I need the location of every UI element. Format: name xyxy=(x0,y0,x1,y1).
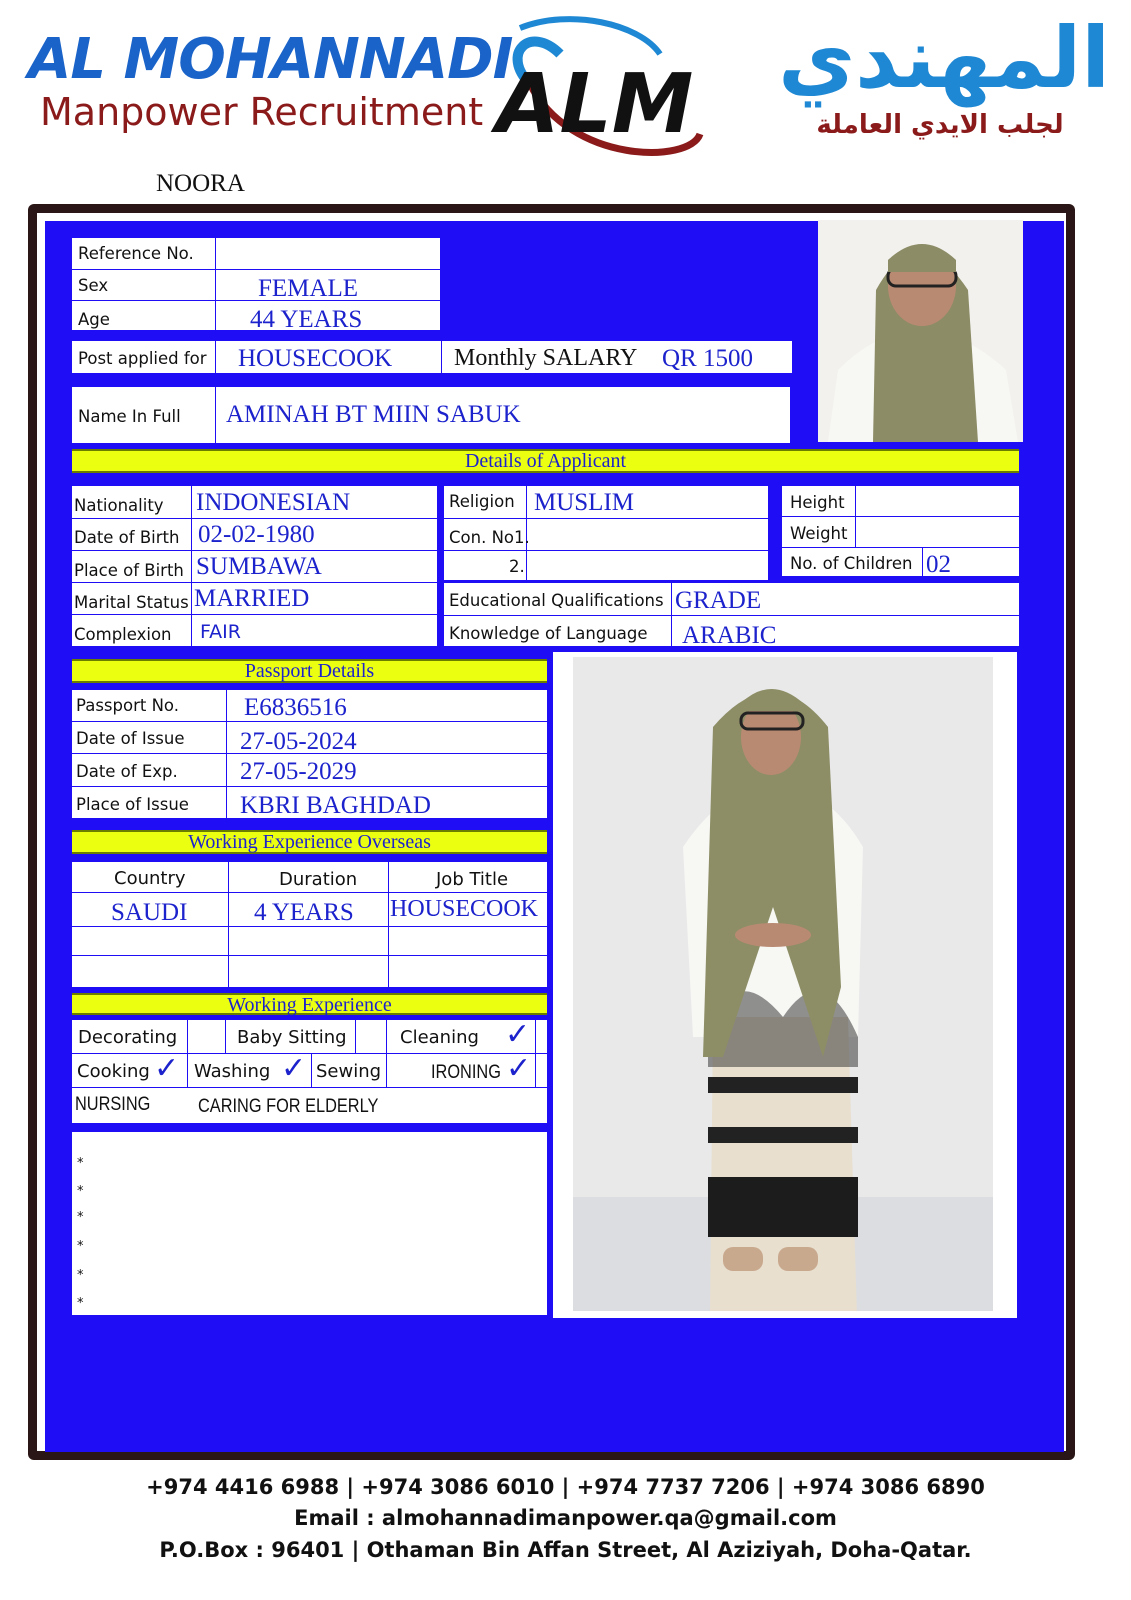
sex-label: Sex xyxy=(78,276,109,295)
reference-label: Reference No. xyxy=(78,244,194,263)
children-value: 02 xyxy=(926,551,951,578)
skill-cooking: Cooking xyxy=(77,1061,150,1082)
dob-label: Date of Birth xyxy=(74,528,180,547)
brand-name-english: AL MOHANNADI xyxy=(28,27,513,92)
alm-logo-icon xyxy=(490,14,730,174)
pob-label: Place of Birth xyxy=(74,561,184,580)
sex-value: FEMALE xyxy=(258,275,358,302)
washing-check-icon: ✓ xyxy=(281,1051,307,1086)
passport-no-label: Passport No. xyxy=(76,696,179,715)
skill-washing: Washing xyxy=(194,1061,271,1082)
passport-no-value: E6836516 xyxy=(244,694,347,721)
language-value: ARABIC xyxy=(682,622,777,649)
marital-value: MARRIED xyxy=(194,585,310,612)
overseas-header: Working Experience Overseas xyxy=(72,830,547,854)
note-bullet-6: * xyxy=(77,1296,84,1311)
salary-label: Monthly SALARY xyxy=(454,345,638,371)
overseas-col-country: Country xyxy=(114,868,186,889)
pob-value: SUMBAWA xyxy=(196,553,322,580)
brand-tagline-arabic: لجلب الايدي العاملة xyxy=(816,110,1064,140)
footer-address: P.O.Box : 96401 | Othaman Bin Affan Street, Al Aziziyah, Doha-Qatar. xyxy=(159,1538,972,1562)
post-value: HOUSECOOK xyxy=(238,345,393,372)
height-label: Height xyxy=(790,493,845,512)
overseas-row1-job: HOUSECOOK xyxy=(390,896,539,922)
marital-label: Marital Status xyxy=(74,593,189,612)
overseas-row1-duration: 4 YEARS xyxy=(254,899,354,926)
skills-header: Working Experience xyxy=(72,993,547,1015)
weight-label: Weight xyxy=(790,524,848,543)
footer-email: Email : almohannadimanpower.qa@gmail.com xyxy=(294,1506,837,1530)
religion-label: Religion xyxy=(449,492,515,511)
complexion-label: Complexion xyxy=(74,625,172,644)
place-of-issue-label: Place of Issue xyxy=(76,795,189,814)
post-label: Post applied for xyxy=(78,349,207,368)
issue-date-label: Date of Issue xyxy=(76,729,185,748)
skill-caring-elderly: CARING FOR ELDERLY xyxy=(198,1096,379,1117)
overseas-col-duration: Duration xyxy=(279,869,358,890)
issue-date-value: 27-05-2024 xyxy=(240,728,357,755)
dob-value: 02-02-1980 xyxy=(198,521,315,548)
ironing-check-icon: ✓ xyxy=(506,1051,532,1086)
complexion-value: FAIR xyxy=(200,621,241,643)
brand-name-arabic: المهندي xyxy=(778,9,1110,107)
nationality-value: INDONESIAN xyxy=(196,489,351,516)
alm-logo-text: ALM xyxy=(496,57,694,152)
agent-name: NOORA xyxy=(156,170,245,197)
place-of-issue-value: KBRI BAGHDAD xyxy=(240,792,431,819)
note-bullet-2: * xyxy=(77,1184,84,1199)
language-label: Knowledge of Language xyxy=(449,624,648,643)
children-label: No. of Children xyxy=(790,554,913,573)
full-name-label: Name In Full xyxy=(78,407,181,426)
applicant-full-body-photo xyxy=(573,657,993,1311)
skill-ironing: IRONING xyxy=(431,1062,501,1083)
nationality-label: Nationality xyxy=(74,496,164,515)
religion-value: MUSLIM xyxy=(534,489,635,516)
skill-sewing: Sewing xyxy=(316,1061,382,1082)
overseas-col-job: Job Title xyxy=(436,869,509,890)
expiry-date-value: 27-05-2029 xyxy=(240,758,357,785)
salary-value: QR 1500 xyxy=(662,345,753,372)
note-bullet-5: * xyxy=(77,1268,84,1283)
education-value: GRADE xyxy=(675,587,762,614)
skill-decorating: Decorating xyxy=(78,1027,178,1048)
overseas-row1-country: SAUDI xyxy=(111,899,188,926)
note-bullet-3: * xyxy=(77,1210,84,1225)
age-label: Age xyxy=(78,310,110,329)
skill-baby-sitting: Baby Sitting xyxy=(237,1027,347,1048)
con1-label: Con. No1. xyxy=(449,528,530,547)
note-bullet-4: * xyxy=(77,1239,84,1254)
cooking-check-icon: ✓ xyxy=(154,1051,180,1086)
education-label: Educational Qualifications xyxy=(449,591,664,610)
full-name-value: AMINAH BT MIIN SABUK xyxy=(226,401,521,428)
footer-phones: +974 4416 6988 | +974 3086 6010 | +974 7737 7206 | +974 3086 6890 xyxy=(146,1475,985,1499)
applicant-portrait-photo xyxy=(818,220,1023,442)
notes-box xyxy=(72,1132,547,1315)
cleaning-check-icon: ✓ xyxy=(505,1017,531,1052)
age-value: 44 YEARS xyxy=(250,306,363,333)
passport-header: Passport Details xyxy=(72,659,547,683)
brand-tagline-english: Manpower Recruitment xyxy=(40,90,484,134)
expiry-date-label: Date of Exp. xyxy=(76,762,178,781)
skill-cleaning: Cleaning xyxy=(400,1027,479,1048)
con2-label: 2. xyxy=(509,557,525,576)
skill-nursing: NURSING xyxy=(75,1094,151,1115)
details-header: Details of Applicant xyxy=(72,449,1019,473)
note-bullet-1: * xyxy=(77,1156,84,1171)
